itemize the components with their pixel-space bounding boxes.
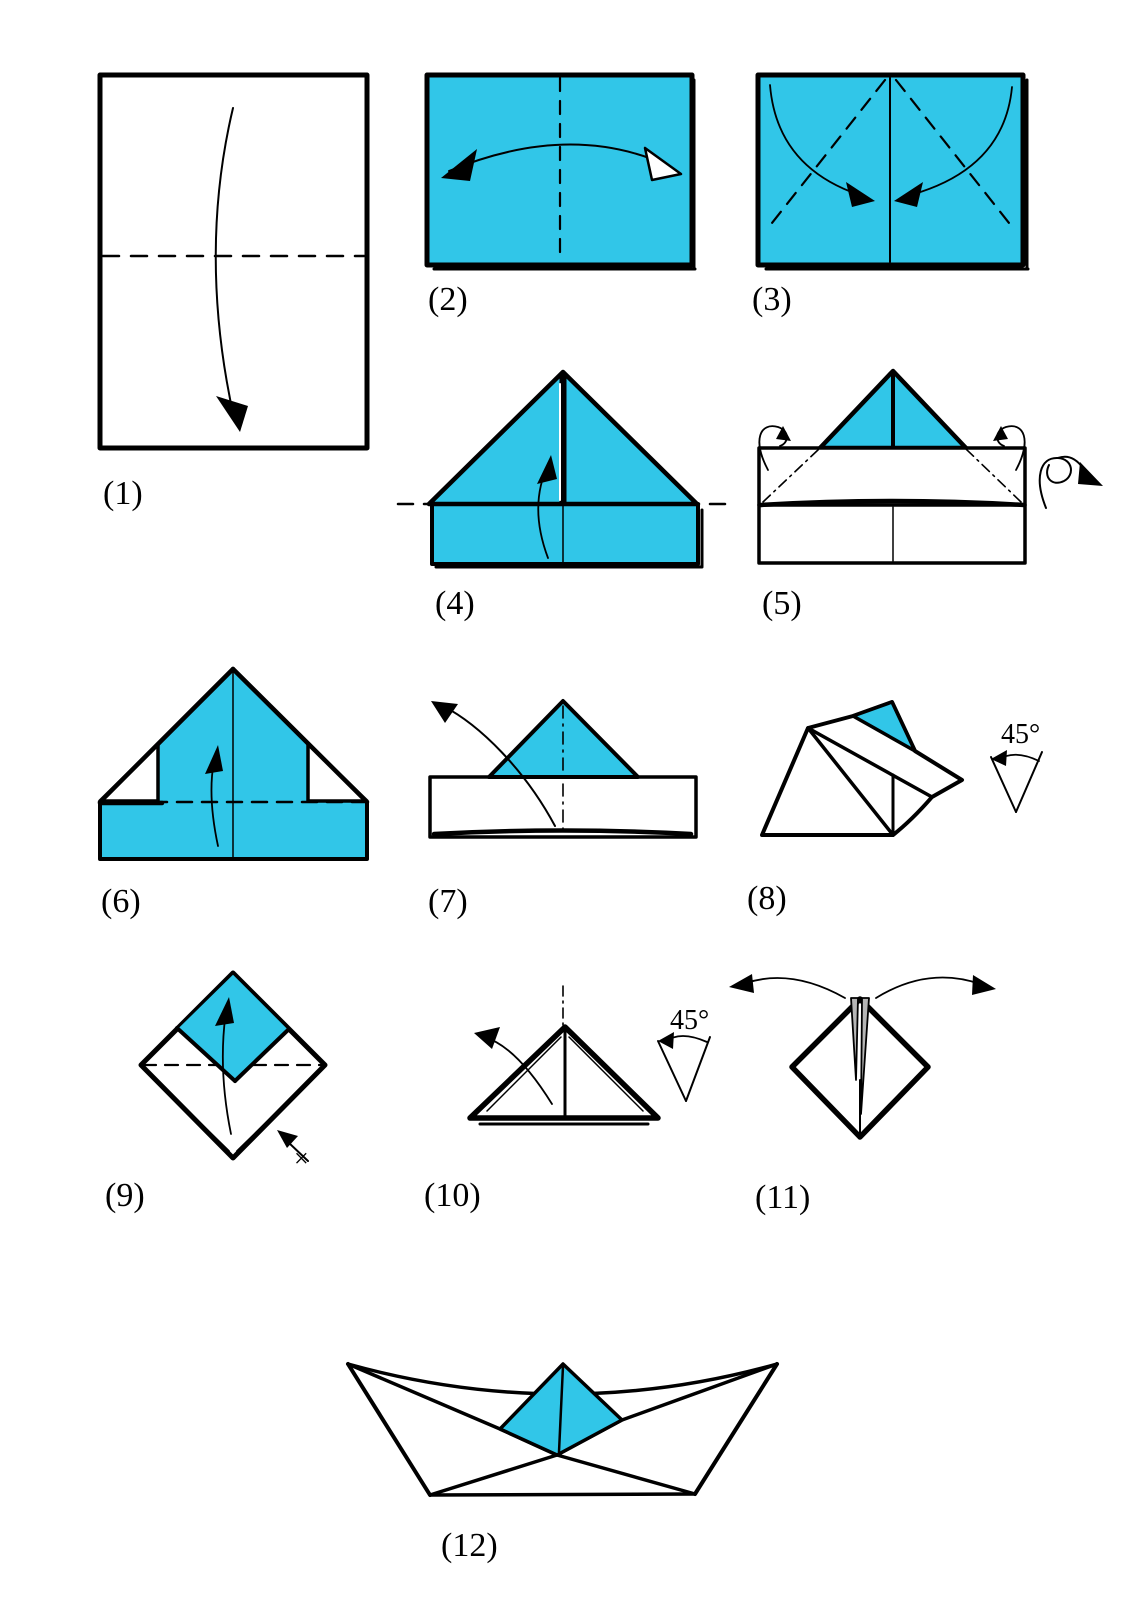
step-9-diagram	[141, 973, 325, 1161]
step-1-diagram	[100, 75, 367, 448]
upper-band	[759, 448, 1025, 505]
step-3-caption: (3)	[752, 281, 792, 318]
step-2-caption: (2)	[428, 281, 468, 318]
pull-arrow-left	[746, 978, 845, 998]
turn-over-loop	[1040, 458, 1071, 508]
step-5-caption: (5)	[762, 585, 802, 622]
angle-v-left	[658, 1041, 686, 1101]
step-8-angle-label: 45°	[1001, 719, 1041, 750]
step-12-caption: (12)	[441, 1527, 498, 1564]
bottom-strip	[432, 504, 698, 564]
step-9-cut-mark: ×	[294, 1144, 309, 1173]
step-5-diagram	[759, 371, 1103, 563]
step-7-caption: (7)	[428, 883, 468, 920]
step-10-caption: (10)	[424, 1177, 481, 1214]
curl-arrowhead-left	[776, 426, 791, 441]
angle-v-right	[686, 1037, 710, 1101]
pull-arrowhead-right	[972, 975, 996, 995]
step-3-diagram	[758, 75, 1028, 269]
step-8-caption: (8)	[747, 880, 787, 917]
step-12-diagram	[348, 1364, 777, 1495]
step-11-caption: (11)	[755, 1179, 811, 1216]
pull-arrow-right	[876, 978, 980, 998]
turn-over-arrowhead	[1078, 462, 1103, 486]
step-2-diagram	[427, 75, 695, 269]
curl-arrowhead-right	[993, 426, 1008, 441]
step-9-caption: (9)	[105, 1177, 145, 1214]
hull-bottom-edge	[430, 1494, 695, 1495]
step-11-diagram	[729, 974, 996, 1137]
angle-v-left	[991, 757, 1016, 812]
pull-arrowhead-left	[729, 974, 754, 993]
step-1-caption: (1)	[103, 475, 143, 512]
pull-arrowhead	[474, 1027, 500, 1049]
step-4-diagram	[398, 372, 727, 567]
step-8-diagram	[762, 702, 1042, 835]
step-10-angle-label: 45°	[670, 1005, 710, 1036]
step-6-caption: (6)	[101, 883, 141, 920]
step-6-diagram	[100, 669, 367, 859]
paper-sheet	[100, 75, 367, 448]
lower-band	[759, 505, 1025, 563]
step-4-caption: (4)	[435, 585, 475, 622]
step-7-diagram	[430, 701, 696, 837]
